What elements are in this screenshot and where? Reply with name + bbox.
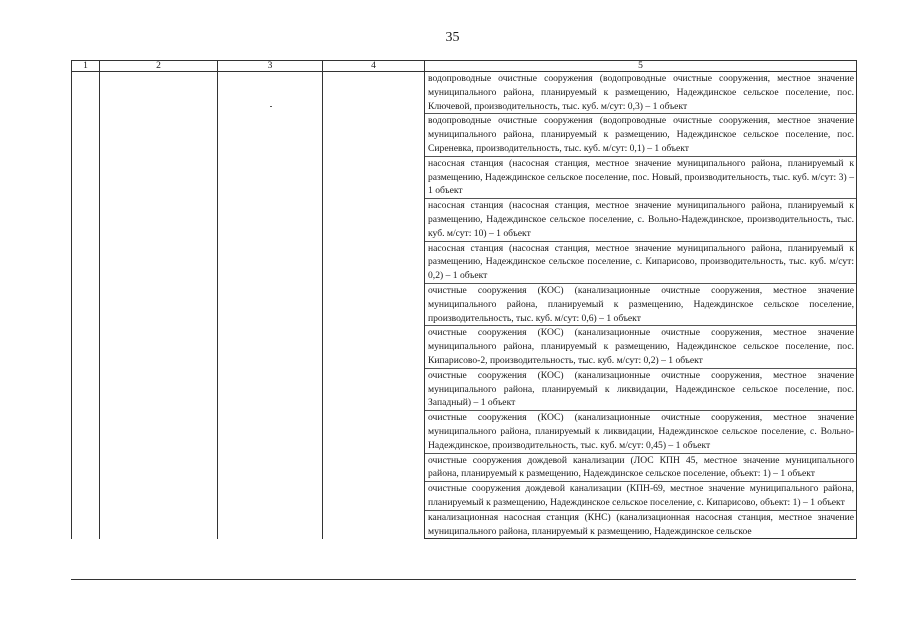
- list-item: насосная станция (насосная станция, местное значение муниципального района, планируемый к размещению, Надеждинское сельское поселение, с. Вольно-Надеждинское, производительность, тыс. куб. м/сут: 10) – 1 объект: [425, 199, 856, 241]
- list-item: очистные сооружения (КОС) (канализационные очистные сооружения, местное значение муниципального района, планируемый к размещению, Надеждинское сельское поселение, производительность, тыс. куб. м/сут: 0,6) – 1 объект: [425, 284, 856, 326]
- column-header-5: 5: [425, 61, 857, 72]
- table-bottom-border: [71, 579, 856, 580]
- page-number: 35: [445, 30, 460, 45]
- list-item: очистные сооружения дождевой канализации (ЛОС КПН 45, местное значение муниципального района, планируемый к размещению, Надеждинское сельское поселение, объект: 1) – 1 объект: [425, 454, 856, 483]
- list-item: водопроводные очистные сооружения (водопроводные очистные сооружения, местное значение муниципального района, планируемый к размещению, Надеждинское сельское поселение, пос. Сиреневка, производительность, тыс. куб. м/сут: 0,1) – 1 объект: [425, 114, 856, 156]
- table-row: [72, 72, 857, 539]
- scan-speck: [270, 106, 272, 107]
- column-header-4: 4: [323, 61, 425, 72]
- empty-cell-col3: [218, 72, 323, 539]
- empty-cell-col2: [100, 72, 218, 539]
- list-item: очистные сооружения дождевой канализации (КПН-69, местное значение муниципального района, планируемый к размещению, Надеждинское сельское поселение, с. Кипарисово, объект: 1) – 1 объект: [425, 482, 856, 511]
- list-item: канализационная насосная станция (КНС) (канализационная насосная станция, местное значение муниципального района, планируемый к размещению, Надеждинское сельское: [428, 511, 854, 537]
- column-header-3: 3: [218, 61, 323, 72]
- list-item: очистные сооружения (КОС) (канализационные очистные сооружения, местное значение муниципального района, планируемый к ликвидации, Надеждинское сельское поселение, пос. Западный) – 1 объект: [425, 369, 856, 411]
- list-item: насосная станция (насосная станция, местное значение муниципального района, планируемый к размещению, Надеждинское сельское поселение, пос. Новый, производительность, тыс. куб. м/сут: 3) – 1 объект: [425, 157, 856, 199]
- list-item: водопроводные очистные сооружения (водопроводные очистные сооружения, местное значение муниципального района, планируемый к размещению, Надеждинское сельское поселение, пос. Ключевой, производительность, тыс. куб. м/сут: 0,3) – 1 объект: [425, 72, 856, 114]
- empty-cell-col1: [72, 72, 100, 539]
- list-item: очистные сооружения (КОС) (канализационные очистные сооружения, местное значение муниципального района, планируемый к ликвидации, Надеждинское сельское поселение, с. Вольно-Надеждинское, производительность, тыс. куб. м/сут: 0,45) – 1 объект: [425, 411, 856, 453]
- list-item: насосная станция (насосная станция, местное значение муниципального района, планируемый к размещению, Надеждинское сельское поселение, с. Кипарисово, производительность, тыс. куб. м/сут: 0,2) – 1 объект: [425, 242, 856, 284]
- objects-list-cell: [425, 72, 857, 539]
- header-row: [72, 61, 857, 72]
- column-header-1: 1: [72, 61, 100, 72]
- document-table: [71, 60, 857, 539]
- column-header-2: 2: [100, 61, 218, 72]
- empty-cell-col4: [323, 72, 425, 539]
- list-item: очистные сооружения (КОС) (канализационные очистные сооружения, местное значение муниципального района, планируемый к размещению, Надеждинское сельское поселение, пос. Кипарисово-2, производительность, тыс. куб. м/сут: 0,2) – 1 объект: [425, 326, 856, 368]
